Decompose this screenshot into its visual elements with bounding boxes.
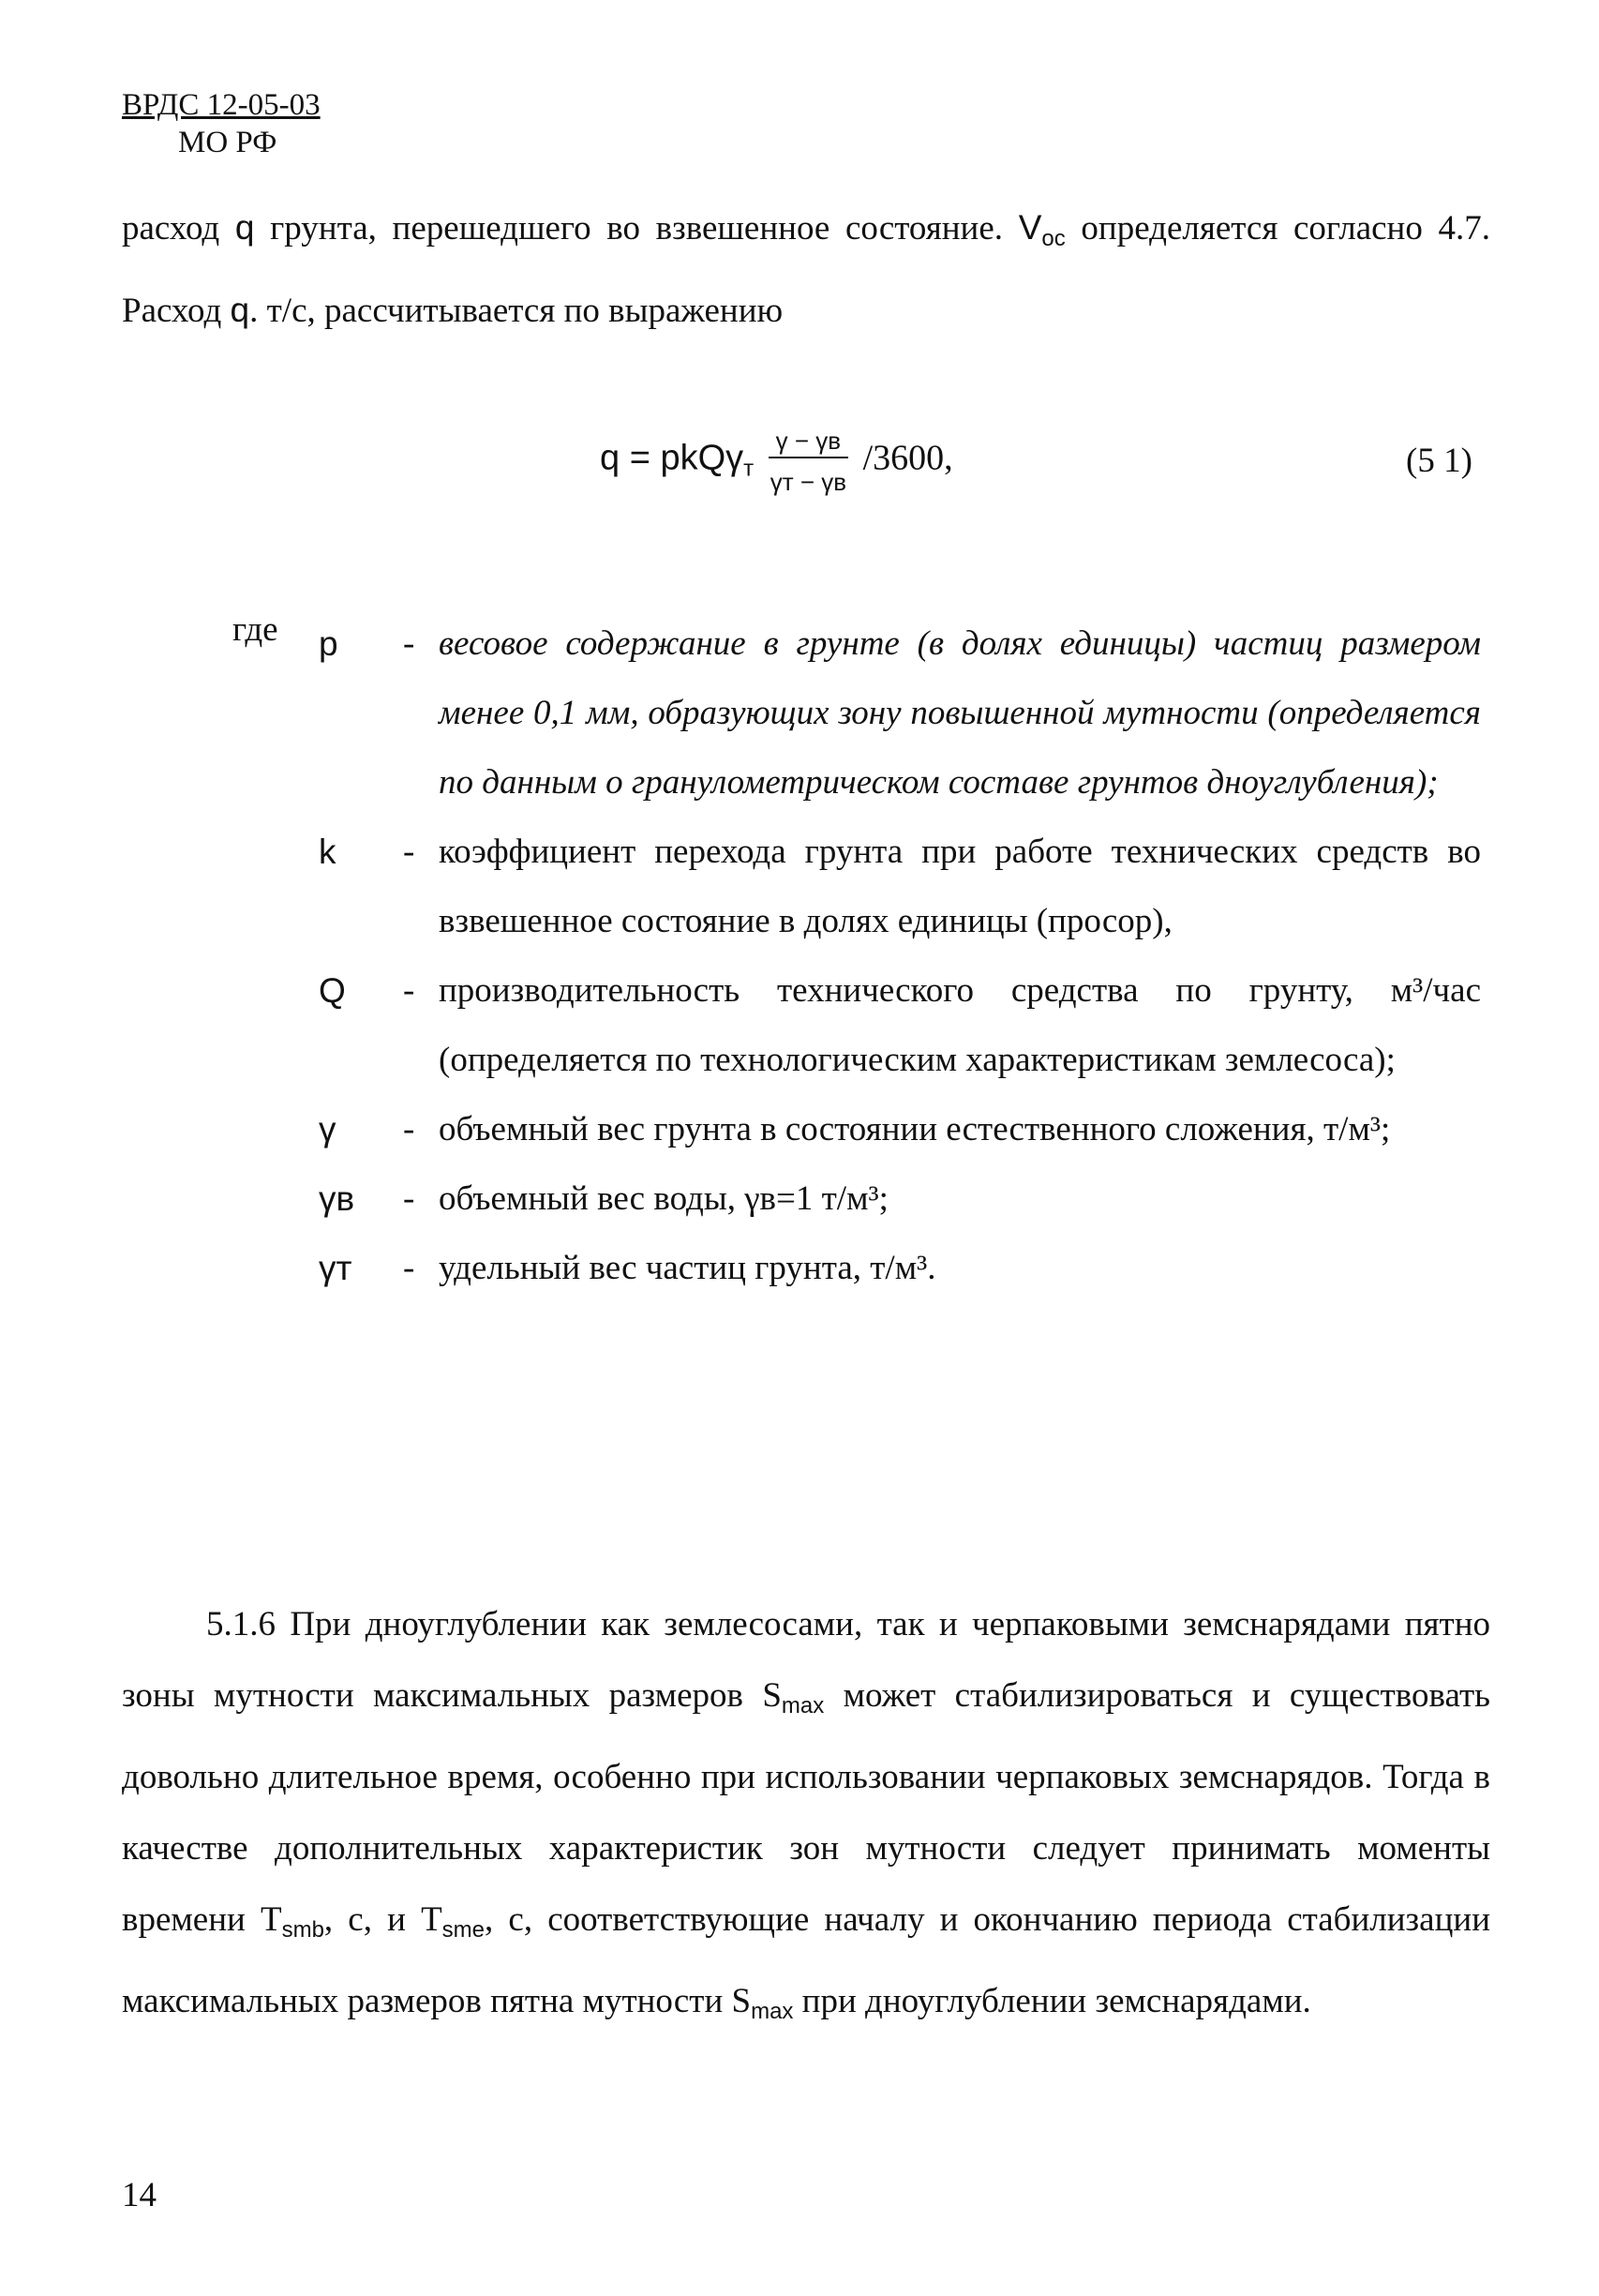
document-org: МО РФ [178, 126, 277, 159]
definition-symbol: k [319, 833, 336, 871]
definition-text: производительность технического средства по грунту, м³/час (определяется по технологическим характеристикам землесоса); [439, 971, 1481, 1079]
formula-lhs-sub: т [743, 456, 755, 482]
document-header [122, 86, 321, 161]
definition-dash: - [403, 971, 415, 1010]
intro-text-2: грунта, перешедшего во взвешенное состояние. [254, 209, 1019, 248]
para-text-d: , с, соответствующие началу и окончанию периода стабилизации максимальных размеров пятна мутности S [122, 1900, 1491, 2020]
smax-sub-2: max [751, 1999, 794, 2024]
intro-text-1: расход [122, 209, 235, 248]
definition-dash: - [403, 1249, 415, 1287]
definition-item [319, 1164, 1481, 1234]
definitions-list [319, 609, 1481, 1303]
definition-item [319, 956, 1481, 1095]
para-text-c: , с, и T [323, 1900, 442, 1939]
definition-dash: - [403, 833, 415, 871]
definition-item [319, 1095, 1481, 1164]
symbol-q: q [234, 208, 255, 247]
para-text-b: может стабилизироваться и существовать довольно длительное время, особенно при использовании черпаковых земснарядов. Тогда в качестве дополнительных характеристик зон мутности следует принимать моменты времени T [122, 1676, 1490, 1939]
definition-symbol: p [319, 624, 338, 663]
definition-item [319, 818, 1481, 956]
definition-text: коэффициент перехода грунта при работе технических средств во взвешенное состояние в долях единицы (просор), [439, 833, 1481, 940]
definition-dash: - [403, 1110, 415, 1148]
definition-text: весовое содержание в грунте (в долях единицы) частиц размером менее 0,1 мм, образующих зону повышенной мутности (определяется по данным о гранулометрическом составе грунтов дноуглубления); [439, 624, 1481, 802]
definition-dash: - [403, 624, 415, 663]
definition-item [319, 609, 1481, 818]
where-label: где [232, 610, 278, 649]
formula-5-1 [600, 427, 953, 496]
tsme-sub: sme [441, 1917, 486, 1943]
definition-symbol: Q [319, 971, 346, 1010]
equation-number: (5 1) [1406, 442, 1472, 480]
definition-text: удельный вес частиц грунта, т/м³. [439, 1249, 936, 1287]
intro-paragraph [122, 192, 1490, 347]
definition-dash: - [403, 1179, 415, 1218]
definition-symbol: γт [319, 1249, 352, 1287]
formula-rest: /3600, [862, 438, 953, 478]
formula-lhs: q = pkQγ [600, 438, 744, 478]
tsmb-sub: smb [281, 1917, 324, 1943]
document-code: ВРДС 12-05-03 [122, 88, 321, 122]
symbol-voc: V [1018, 208, 1042, 247]
formula-denominator: γт − γв [770, 468, 847, 496]
symbol-voc-sub: ос [1041, 226, 1066, 251]
definition-item [319, 1234, 1481, 1303]
definition-text: объемный вес грунта в состоянии естественного сложения, т/м³; [439, 1110, 1391, 1148]
formula-numerator: γ − γв [769, 427, 848, 458]
page-number: 14 [122, 2176, 157, 2214]
intro-text-4: . т/с, рассчитывается по выражению [249, 292, 784, 330]
smax-sub-1: max [781, 1693, 825, 1718]
intro-text-3: определяется согласно 4.7. Расход [122, 209, 1491, 330]
para-text-e: при дноуглублении земснарядами. [793, 1982, 1311, 2020]
symbol-q-2: q [230, 291, 250, 329]
paragraph-5-1-6 [122, 1589, 1490, 2048]
formula-fraction [769, 427, 848, 496]
definition-symbol: γ [319, 1110, 336, 1148]
para-text-a: 5.1.6 При дноуглублении как землесосами, так и черпаковыми земснарядами пятно зоны мутности максимальных размеров S [122, 1605, 1490, 1715]
definition-text: объемный вес воды, γв=1 т/м³; [439, 1179, 889, 1218]
definition-symbol: γв [319, 1179, 355, 1218]
